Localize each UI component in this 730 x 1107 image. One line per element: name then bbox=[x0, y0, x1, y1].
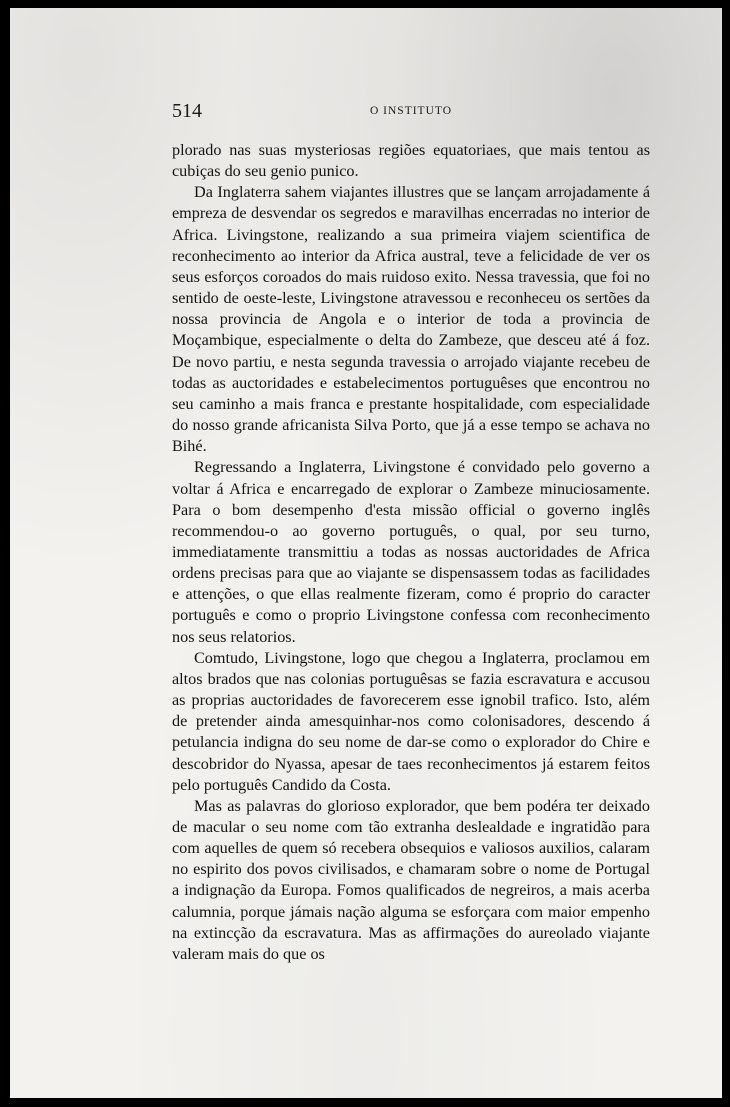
page-number: 514 bbox=[172, 100, 202, 122]
running-head bbox=[172, 100, 650, 126]
paragraph: Regressando a Inglaterra, Livingstone é convidado pelo governo a voltar á Africa e encarregado de explorar o Zambeze minuciosamente. Para o bom desempenho d'esta missão official o governo inglês recommendou-o ao governo português, o qual, por seu turno, immediatamente transmittiu a todas as nossas auctoridades de Africa ordens precisas para que ao viajante se dispensassem todas as facilidades e attenções, o que ellas realmente fizeram, como é proprio do caracter português e como o proprio Livingstone confessa com reconhecimento nos seus relatorios. bbox=[172, 458, 650, 646]
body-text bbox=[172, 140, 650, 965]
scanned-page bbox=[10, 8, 722, 1098]
paragraph: Mas as palavras do glorioso explorador, que bem podéra ter deixado de macular o seu nome com tão extranha deslealdade e ingratidão para com aquelles de quem só recebera obsequios e valiosos auxilios, calaram no espirito dos povos civilisados, e chamaram sobre o nome de Portugal a indignação da Europa. Fomos qualificados de negreiros, a mais acerba calumnia, porque jámais nação alguma se esforçara com maior empenho na extincção da escravatura. Mas as affirmações do aureolado viajante valeram mais do que os bbox=[172, 796, 650, 963]
paragraph: plorado nas suas mysteriosas regiões equatoriaes, que mais tentou as cubiças do seu genio punico. bbox=[172, 141, 650, 181]
running-title: O INSTITUTO bbox=[369, 105, 453, 117]
paragraph: Da Inglaterra sahem viajantes illustres que se lançam arrojadamente á empreza de desvendar os segredos e maravilhas encerradas no interior de Africa. Livingstone, realizando a sua primeira viajem scientifica de reconhecimento ao interior da Africa austral, teve a felicidade de ver os seus esforços coroados do mais ruidoso exito. Nessa travessia, que foi no sentido de oeste-leste, Livingstone atravessou e reconheceu os sertões da nossa provincia de Angola e o interior de toda a provincia de Moçambique, especialmente o delta do Zambeze, que desceu até á foz. De novo partiu, e nesta segunda travessia o arrojado viajante recebeu de todas as auctoridades e estabelecimentos portuguêses que encontrou no seu caminho a mais franca e prestante hospitalidade, com especialidade do nosso grande africanista Silva Porto, que já a esse tempo se achava no Bihé. bbox=[172, 183, 650, 456]
paragraph: Comtudo, Livingstone, logo que chegou a Inglaterra, proclamou em altos brados que nas colonias portuguêsas se fazia escravatura e accusou as proprias auctoridades de favorecerem esse ignobil trafico. Isto, além de pretender ainda amesquinhar-nos como colonisadores, descendo á petulancia indigna do seu nome de dar-se como o explorador do Chire e descobridor do Nyassa, apesar de taes reconhecimentos já estarem feitos pelo português Candido da Costa. bbox=[172, 648, 650, 794]
